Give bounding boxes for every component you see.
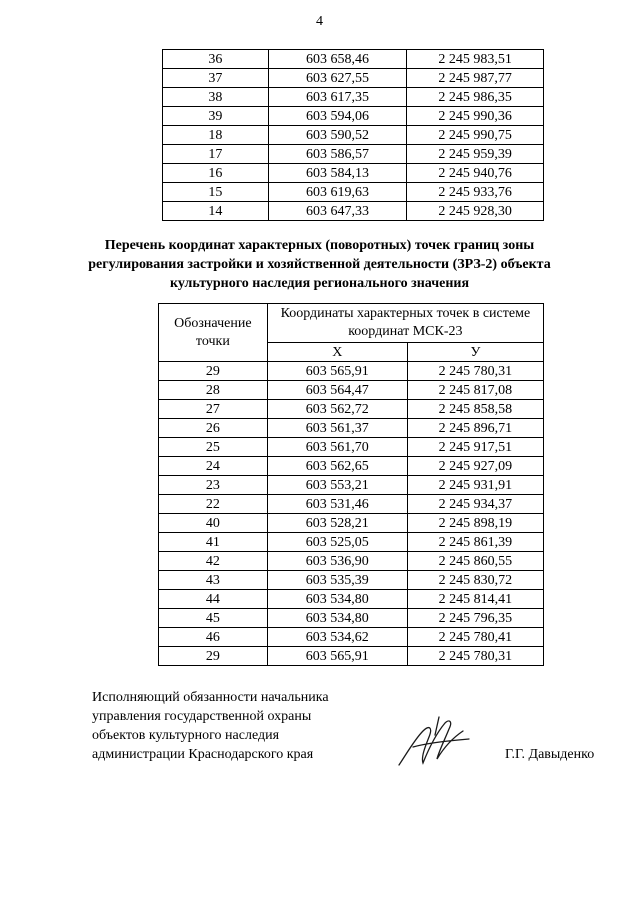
- x-coordinate-cell: 603 590,52: [268, 126, 407, 145]
- point-number-cell: 42: [159, 552, 268, 571]
- table2-row: [159, 419, 544, 438]
- table1-row: [163, 69, 544, 88]
- x-coordinate-cell: 603 531,46: [267, 495, 407, 514]
- table2-row: [159, 438, 544, 457]
- table1-row: [163, 202, 544, 221]
- y-coordinate-cell: 2 245 780,41: [407, 628, 543, 647]
- table2-row: [159, 514, 544, 533]
- point-number-cell: 29: [159, 647, 268, 666]
- point-number-cell: 28: [159, 381, 268, 400]
- x-coordinate-cell: 603 534,62: [267, 628, 407, 647]
- y-coordinate-cell: 2 245 917,51: [407, 438, 543, 457]
- y-coordinate-cell: 2 245 990,36: [407, 107, 544, 126]
- table2-row: [159, 533, 544, 552]
- y-coordinate-cell: 2 245 934,37: [407, 495, 543, 514]
- signature-position-line-3: объектов культурного наследия: [92, 728, 280, 743]
- x-coordinate-cell: 603 534,80: [267, 609, 407, 628]
- point-number-cell: 15: [163, 183, 269, 202]
- table2-header-row: [159, 304, 544, 343]
- x-coordinate-cell: 603 528,21: [267, 514, 407, 533]
- coordinates-table-continued: [162, 49, 544, 221]
- signature-position-line-4: администрации Краснодарского края: [92, 747, 314, 762]
- x-coordinate-cell: 603 594,06: [268, 107, 407, 126]
- point-number-cell: 36: [163, 50, 269, 69]
- y-coordinate-cell: 2 245 931,91: [407, 476, 543, 495]
- point-number-cell: 27: [159, 400, 268, 419]
- point-number-cell: 25: [159, 438, 268, 457]
- signature-position-line-2: управления государственной охраны: [92, 709, 312, 724]
- y-coordinate-cell: 2 245 990,75: [407, 126, 544, 145]
- point-number-cell: 26: [159, 419, 268, 438]
- x-coordinate-cell: 603 647,33: [268, 202, 407, 221]
- point-number-cell: 38: [163, 88, 269, 107]
- table2-row: [159, 628, 544, 647]
- x-coordinate-cell: 603 525,05: [267, 533, 407, 552]
- table2-row: [159, 552, 544, 571]
- table2-row: [159, 609, 544, 628]
- section-title-line-1: Перечень координат характерных (поворотных) точек границ зоны: [104, 238, 535, 253]
- table2-row: [159, 571, 544, 590]
- point-number-cell: 23: [159, 476, 268, 495]
- y-coordinate-cell: 2 245 780,31: [407, 647, 543, 666]
- table2-body: [159, 362, 544, 666]
- table1-row: [163, 107, 544, 126]
- table1-row: [163, 164, 544, 183]
- section-title: [60, 236, 579, 293]
- y-coordinate-cell: 2 245 959,39: [407, 145, 544, 164]
- x-coordinate-cell: 603 619,63: [268, 183, 407, 202]
- table1-row: [163, 88, 544, 107]
- y-coordinate-cell: 2 245 898,19: [407, 514, 543, 533]
- table2-row: [159, 590, 544, 609]
- x-coordinate-cell: 603 561,70: [267, 438, 407, 457]
- table1-body: [163, 50, 544, 221]
- table2-row: [159, 362, 544, 381]
- table2-row: [159, 457, 544, 476]
- y-coordinate-cell: 2 245 796,35: [407, 609, 543, 628]
- y-coordinate-cell: 2 245 927,09: [407, 457, 543, 476]
- x-coordinate-cell: 603 627,55: [268, 69, 407, 88]
- table2-row: [159, 400, 544, 419]
- y-coordinate-cell: 2 245 896,71: [407, 419, 543, 438]
- point-number-cell: 39: [163, 107, 269, 126]
- x-coordinate-cell: 603 553,21: [267, 476, 407, 495]
- y-coordinate-cell: 2 245 986,35: [407, 88, 544, 107]
- point-number-cell: 22: [159, 495, 268, 514]
- x-coordinate-cell: 603 564,47: [267, 381, 407, 400]
- x-coordinate-cell: 603 658,46: [268, 50, 407, 69]
- x-coordinate-cell: 603 536,90: [267, 552, 407, 571]
- point-number-cell: 45: [159, 609, 268, 628]
- y-coordinate-cell: 2 245 928,30: [407, 202, 544, 221]
- table2-row: [159, 476, 544, 495]
- y-coordinate-cell: 2 245 814,41: [407, 590, 543, 609]
- header-coordinates: Координаты характерных точек в системе координат МСК-23: [267, 304, 543, 343]
- point-number-cell: 43: [159, 571, 268, 590]
- table2-row: [159, 647, 544, 666]
- y-coordinate-cell: 2 245 933,76: [407, 183, 544, 202]
- point-number-cell: 29: [159, 362, 268, 381]
- header-x: X: [267, 343, 407, 362]
- y-coordinate-cell: 2 245 940,76: [407, 164, 544, 183]
- table1-row: [163, 50, 544, 69]
- x-coordinate-cell: 603 534,80: [267, 590, 407, 609]
- signature-position-line-1: Исполняющий обязанности начальника: [92, 690, 329, 705]
- point-number-cell: 16: [163, 164, 269, 183]
- x-coordinate-cell: 603 584,13: [268, 164, 407, 183]
- x-coordinate-cell: 603 535,39: [267, 571, 407, 590]
- x-coordinate-cell: 603 561,37: [267, 419, 407, 438]
- y-coordinate-cell: 2 245 987,77: [407, 69, 544, 88]
- y-coordinate-cell: 2 245 817,08: [407, 381, 543, 400]
- point-number-cell: 46: [159, 628, 268, 647]
- table1-row: [163, 183, 544, 202]
- table1-row: [163, 126, 544, 145]
- y-coordinate-cell: 2 245 780,31: [407, 362, 543, 381]
- header-point-designation: Обозначение точки: [159, 304, 268, 362]
- x-coordinate-cell: 603 617,35: [268, 88, 407, 107]
- signature-position: [92, 688, 329, 764]
- section-title-line-2: регулирования застройки и хозяйственной деятельности (ЗРЗ-2) объекта: [88, 257, 551, 272]
- table2-header: [159, 304, 544, 362]
- x-coordinate-cell: 603 565,91: [267, 362, 407, 381]
- y-coordinate-cell: 2 245 860,55: [407, 552, 543, 571]
- signatory-name: Г.Г. Давыденко: [505, 747, 595, 762]
- point-number-cell: 44: [159, 590, 268, 609]
- zrz2-coordinates-table: [158, 303, 544, 666]
- point-number-cell: 14: [163, 202, 269, 221]
- y-coordinate-cell: 2 245 983,51: [407, 50, 544, 69]
- x-coordinate-cell: 603 562,65: [267, 457, 407, 476]
- x-coordinate-cell: 603 565,91: [267, 647, 407, 666]
- y-coordinate-cell: 2 245 861,39: [407, 533, 543, 552]
- point-number-cell: 40: [159, 514, 268, 533]
- point-number-cell: 24: [159, 457, 268, 476]
- handwritten-signature: [393, 713, 473, 773]
- table2-row: [159, 381, 544, 400]
- table2-row: [159, 495, 544, 514]
- header-y: У: [407, 343, 543, 362]
- page-number: 4: [316, 14, 323, 29]
- y-coordinate-cell: 2 245 830,72: [407, 571, 543, 590]
- point-number-cell: 17: [163, 145, 269, 164]
- y-coordinate-cell: 2 245 858,58: [407, 400, 543, 419]
- x-coordinate-cell: 603 562,72: [267, 400, 407, 419]
- point-number-cell: 18: [163, 126, 269, 145]
- section-title-line-3: культурного наследия регионального значения: [169, 276, 470, 291]
- table1-row: [163, 145, 544, 164]
- point-number-cell: 41: [159, 533, 268, 552]
- point-number-cell: 37: [163, 69, 269, 88]
- x-coordinate-cell: 603 586,57: [268, 145, 407, 164]
